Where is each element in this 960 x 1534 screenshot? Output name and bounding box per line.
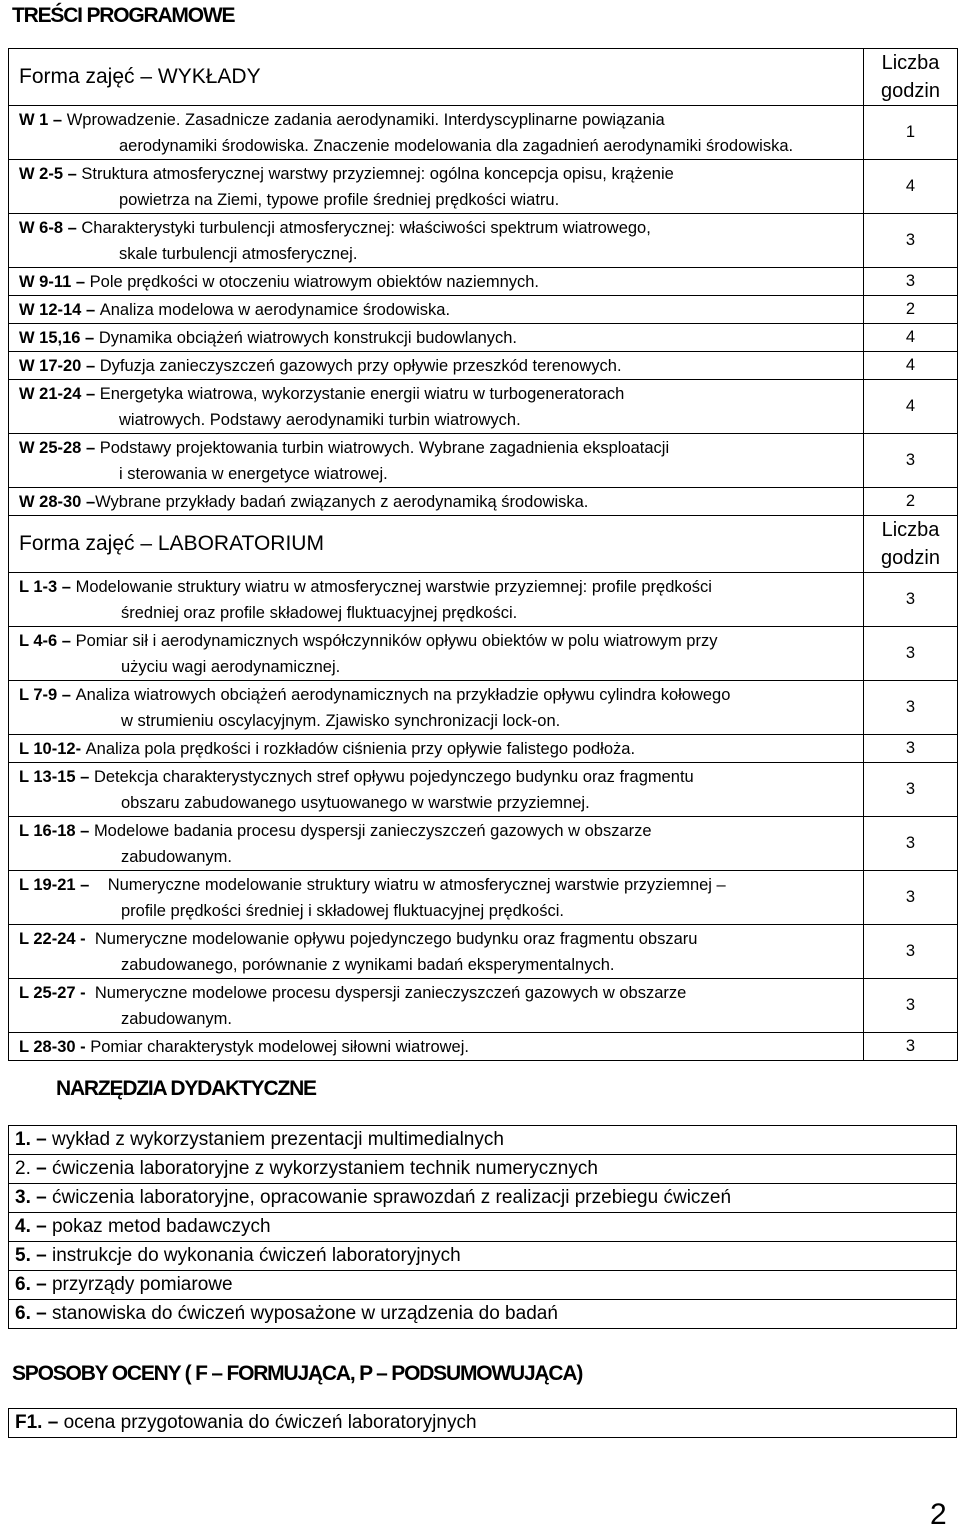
topic-code: W 21-24 xyxy=(19,385,82,403)
lecture-row xyxy=(9,268,958,296)
lab-hours: 3 xyxy=(864,735,958,763)
lab-form-label: Forma zajęć – LABORATORIUM xyxy=(9,516,864,573)
topic-separator: – xyxy=(80,329,99,347)
tool-number: 5. xyxy=(15,1245,31,1266)
tool-text: wykład z wykorzystaniem prezentacji multimedialnych xyxy=(51,1129,504,1150)
lecture-topic xyxy=(9,268,864,296)
topic-separator: – xyxy=(75,768,94,786)
lecture-row xyxy=(9,324,958,352)
section-title-tresci: TREŚCI PROGRAMOWE xyxy=(12,4,235,27)
tool-dash: – xyxy=(30,1187,52,1208)
tool-text: ćwiczenia laboratoryjne, opracowanie sprawozdań z realizacji przebiegu ćwiczeń xyxy=(51,1187,732,1208)
lab-hours: 3 xyxy=(864,763,958,817)
topic-text-line1: Podstawy projektowania turbin wiatrowych. Wybrane zagadnienia eksploatacji xyxy=(99,439,670,457)
topic-separator: – xyxy=(81,301,100,319)
topic-code: W 6-8 xyxy=(19,219,64,237)
topic-code: L 7-9 xyxy=(19,686,58,704)
topic-separator: – xyxy=(75,876,108,894)
topic-separator: - xyxy=(75,1038,91,1056)
lab-topic xyxy=(9,871,864,925)
tool-dash: – xyxy=(30,1158,52,1179)
lab-row xyxy=(9,871,958,925)
lecture-hours: 2 xyxy=(864,296,958,324)
topic-separator: – xyxy=(81,493,96,511)
lab-topic xyxy=(9,979,864,1033)
tool-row xyxy=(9,1155,957,1184)
hours-header-line2: godzin xyxy=(881,547,940,569)
lecture-row xyxy=(9,106,958,160)
lecture-hours: 4 xyxy=(864,160,958,214)
lecture-topic xyxy=(9,214,864,268)
topic-text-line1: Wprowadzenie. Zasadnicze zadania aerodynamiki. Interdyscyplinarne powiązania xyxy=(66,111,665,129)
topic-code: W 12-14 xyxy=(19,301,82,319)
tool-dash: – xyxy=(30,1303,52,1324)
lecture-row xyxy=(9,380,958,434)
topic-separator: – xyxy=(75,822,94,840)
tool-row xyxy=(9,1271,957,1300)
section-title-narzedzia: NARZĘDZIA DYDAKTYCZNE xyxy=(56,1077,316,1100)
topic-separator: - xyxy=(75,984,95,1002)
topic-text-line1: Modelowe badania procesu dyspersji zanieczyszczeń gazowych w obszarze xyxy=(93,822,652,840)
topic-separator: – xyxy=(48,111,67,129)
lab-topic xyxy=(9,817,864,871)
lab-hours-header xyxy=(864,516,958,573)
lecture-topic xyxy=(9,324,864,352)
lecture-form-label: Forma zajęć – WYKŁADY xyxy=(9,49,864,106)
assessment-item xyxy=(9,1409,957,1438)
tool-dash: – xyxy=(30,1274,52,1295)
topic-text-line2: w strumieniu oscylacyjnym. Zjawisko synchronizacji lock-on. xyxy=(121,712,561,730)
lecture-hours: 2 xyxy=(864,488,958,516)
hours-header-line2: godzin xyxy=(881,80,940,102)
lecture-hours: 4 xyxy=(864,324,958,352)
lab-hours: 3 xyxy=(864,627,958,681)
tool-item xyxy=(9,1155,957,1184)
lecture-row xyxy=(9,352,958,380)
lab-hours: 3 xyxy=(864,681,958,735)
tool-number: 4. xyxy=(15,1216,31,1237)
tool-row xyxy=(9,1300,957,1329)
lab-row xyxy=(9,681,958,735)
lab-topic xyxy=(9,925,864,979)
tool-row xyxy=(9,1126,957,1155)
assessment-code: F1. xyxy=(15,1412,43,1433)
topic-code: W 25-28 xyxy=(19,439,82,457)
lecture-topic xyxy=(9,106,864,160)
topic-text-line2: skale turbulencji atmosferycznej. xyxy=(119,245,358,263)
lab-topic xyxy=(9,627,864,681)
topic-text-line1: Dyfuzja zanieczyszczeń gazowych przy opływie przeszkód terenowych. xyxy=(99,357,622,375)
topic-separator: – xyxy=(81,357,100,375)
lab-row xyxy=(9,979,958,1033)
lecture-hours: 3 xyxy=(864,268,958,296)
topic-separator: – xyxy=(63,165,82,183)
topic-text-line2: obszaru zabudowanego usytuowanego w warstwie przyziemnej. xyxy=(121,794,590,812)
lab-topic xyxy=(9,735,864,763)
topic-separator: – xyxy=(81,385,100,403)
lecture-hours-header xyxy=(864,49,958,106)
lecture-row xyxy=(9,160,958,214)
lecture-hours: 3 xyxy=(864,214,958,268)
tools-table xyxy=(8,1125,957,1329)
program-table xyxy=(8,48,958,1061)
lab-topic xyxy=(9,573,864,627)
topic-code: L 25-27 xyxy=(19,984,76,1002)
tool-text: pokaz metod badawczych xyxy=(51,1216,271,1237)
topic-text-line1: Dynamika obciążeń wiatrowych konstrukcji budowlanych. xyxy=(98,329,518,347)
topic-text-line2: zabudowanym. xyxy=(121,1010,232,1028)
topic-text-line1: Pomiar charakterystyk modelowej siłowni wiatrowej. xyxy=(90,1038,469,1056)
topic-code: W 1 xyxy=(19,111,49,129)
lab-form-header xyxy=(9,516,958,573)
tool-dash: – xyxy=(30,1129,52,1150)
lecture-topic xyxy=(9,434,864,488)
tool-text: instrukcje do wykonania ćwiczeń laboratoryjnych xyxy=(51,1245,461,1266)
lab-hours: 3 xyxy=(864,573,958,627)
lecture-row xyxy=(9,434,958,488)
lecture-hours: 3 xyxy=(864,434,958,488)
tool-number: 1. xyxy=(15,1129,31,1150)
topic-code: W 15,16 xyxy=(19,329,81,347)
topic-code: L 19-21 xyxy=(19,876,76,894)
topic-text-line2: zabudowanym. xyxy=(121,848,232,866)
topic-text-line1: Energetyka wiatrowa, wykorzystanie energii wiatru w turbogeneratorach xyxy=(99,385,625,403)
tool-item xyxy=(9,1126,957,1155)
tool-row xyxy=(9,1184,957,1213)
hours-header-line1: Liczba xyxy=(881,519,940,541)
tool-number: 2. xyxy=(15,1158,31,1179)
lecture-hours: 1 xyxy=(864,106,958,160)
lecture-topic xyxy=(9,380,864,434)
tool-dash: – xyxy=(30,1216,52,1237)
lab-topic xyxy=(9,763,864,817)
lab-hours: 3 xyxy=(864,871,958,925)
lab-topic xyxy=(9,681,864,735)
topic-text-line1: Charakterystyki turbulencji atmosferycznej: właściwości spektrum wiatrowego, xyxy=(81,219,651,237)
lecture-hours: 4 xyxy=(864,352,958,380)
lecture-topic xyxy=(9,488,864,516)
topic-text-line2: średniej oraz profile składowej fluktuacyjnej prędkości. xyxy=(121,604,518,622)
tool-number: 3. xyxy=(15,1187,31,1208)
topic-code: L 13-15 xyxy=(19,768,76,786)
topic-text-line1: Struktura atmosferycznej warstwy przyziemnej: ogólna koncepcja opisu, krążenie xyxy=(81,165,674,183)
topic-text-line1: Analiza wiatrowych obciążeń aerodynamicznych na przykładzie opływu cylindra kołowego xyxy=(75,686,731,704)
topic-code: L 4-6 xyxy=(19,632,58,650)
page-number: 2 xyxy=(930,1498,947,1531)
topic-separator: – xyxy=(57,686,76,704)
section-title-sposoby: SPOSOBY OCENY ( F – FORMUJĄCA, P – PODSUMOWUJĄCA) xyxy=(12,1362,583,1385)
tool-item xyxy=(9,1300,957,1329)
topic-text-line1: Numeryczne modelowe procesu dyspersji zanieczyszczeń gazowych w obszarze xyxy=(94,984,687,1002)
lab-row xyxy=(9,735,958,763)
lecture-hours: 4 xyxy=(864,380,958,434)
topic-separator: - xyxy=(75,930,95,948)
lecture-row xyxy=(9,214,958,268)
topic-text-line1: Detekcja charakterystycznych stref opływu pojedynczego budynku oraz fragmentu xyxy=(93,768,694,786)
tool-number: 6. xyxy=(15,1274,31,1295)
topic-text-line1: Modelowanie struktury wiatru w atmosferycznej warstwie przyziemnej: profile prędkości xyxy=(75,578,712,596)
tool-item xyxy=(9,1184,957,1213)
topic-code: L 1-3 xyxy=(19,578,58,596)
tool-dash: – xyxy=(30,1245,52,1266)
topic-separator: – xyxy=(57,632,76,650)
topic-text-line2: zabudowanego, porównanie z wynikami badań eksperymentalnych. xyxy=(121,956,615,974)
topic-text-line1: Numeryczne modelowanie struktury wiatru w atmosferycznej warstwie przyziemnej – xyxy=(107,876,726,894)
lab-row xyxy=(9,1033,958,1061)
topic-code: W 17-20 xyxy=(19,357,82,375)
hours-header-line1: Liczba xyxy=(881,52,940,74)
lab-row xyxy=(9,925,958,979)
tool-text: stanowiska do ćwiczeń wyposażone w urządzenia do badań xyxy=(51,1303,558,1324)
lab-row xyxy=(9,573,958,627)
topic-separator: – xyxy=(57,578,76,596)
lecture-row xyxy=(9,488,958,516)
lecture-form-header xyxy=(9,49,958,106)
topic-text-line2: wiatrowych. Podstawy aerodynamiki turbin wiatrowych. xyxy=(119,411,521,429)
lecture-topic xyxy=(9,296,864,324)
topic-code: W 9-11 xyxy=(19,273,72,291)
topic-text-line1: Numeryczne modelowanie opływu pojedynczego budynku oraz fragmentu obszaru xyxy=(94,930,698,948)
tool-row xyxy=(9,1213,957,1242)
topic-text-line1: Analiza pola prędkości i rozkładów ciśnienia przy opływie falistego podłoża. xyxy=(85,740,636,758)
lab-hours: 3 xyxy=(864,979,958,1033)
topic-separator: – xyxy=(81,439,100,457)
topic-text-line1: Analiza modelowa w aerodynamice środowiska. xyxy=(99,301,451,319)
tool-item xyxy=(9,1271,957,1300)
topic-separator: – xyxy=(63,219,82,237)
topic-code: L 28-30 xyxy=(19,1038,76,1056)
lab-hours: 3 xyxy=(864,817,958,871)
assessment-table xyxy=(8,1408,957,1438)
lab-hours: 3 xyxy=(864,1033,958,1061)
tool-text: przyrządy pomiarowe xyxy=(51,1274,233,1295)
lab-row xyxy=(9,817,958,871)
tool-item xyxy=(9,1213,957,1242)
topic-code: L 10-12- xyxy=(19,740,82,758)
topic-text-line2: użyciu wagi aerodynamicznej. xyxy=(121,658,341,676)
assessment-text: ocena przygotowania do ćwiczeń laboratoryjnych xyxy=(63,1412,477,1433)
topic-text-line2: aerodynamiki środowiska. Znaczenie modelowania dla zagadnień aerodynamiki środowiska. xyxy=(119,137,794,155)
lecture-topic xyxy=(9,160,864,214)
lab-row xyxy=(9,763,958,817)
topic-code: W 2-5 xyxy=(19,165,64,183)
lab-hours: 3 xyxy=(864,925,958,979)
tool-number: 6. xyxy=(15,1303,31,1324)
tool-text: ćwiczenia laboratoryjne z wykorzystaniem technik numerycznych xyxy=(51,1158,598,1179)
topic-text-line2: powietrza na Ziemi, typowe profile średniej prędkości wiatru. xyxy=(119,191,560,209)
lecture-row xyxy=(9,296,958,324)
tool-row xyxy=(9,1242,957,1271)
topic-code: L 22-24 xyxy=(19,930,76,948)
tool-item xyxy=(9,1242,957,1271)
topic-text-line2: profile prędkości średniej i składowej fluktuacyjnej prędkości. xyxy=(121,902,564,920)
assessment-row xyxy=(9,1409,957,1438)
lecture-topic xyxy=(9,352,864,380)
topic-text-line2: i sterowania w energetyce wiatrowej. xyxy=(119,465,388,483)
topic-text-line1: Wybrane przykłady badań związanych z aerodynamiką środowiska. xyxy=(95,493,589,511)
topic-text-line1: Pomiar sił i aerodynamicznych współczynników opływu obiektów w polu wiatrowym przy xyxy=(75,632,718,650)
assessment-dash: – xyxy=(42,1412,64,1433)
topic-separator: – xyxy=(71,273,90,291)
lab-row xyxy=(9,627,958,681)
lab-topic xyxy=(9,1033,864,1061)
topic-text-line1: Pole prędkości w otoczeniu wiatrowym obiektów naziemnych. xyxy=(89,273,540,291)
topic-code: L 16-18 xyxy=(19,822,76,840)
topic-code: W 28-30 xyxy=(19,493,82,511)
